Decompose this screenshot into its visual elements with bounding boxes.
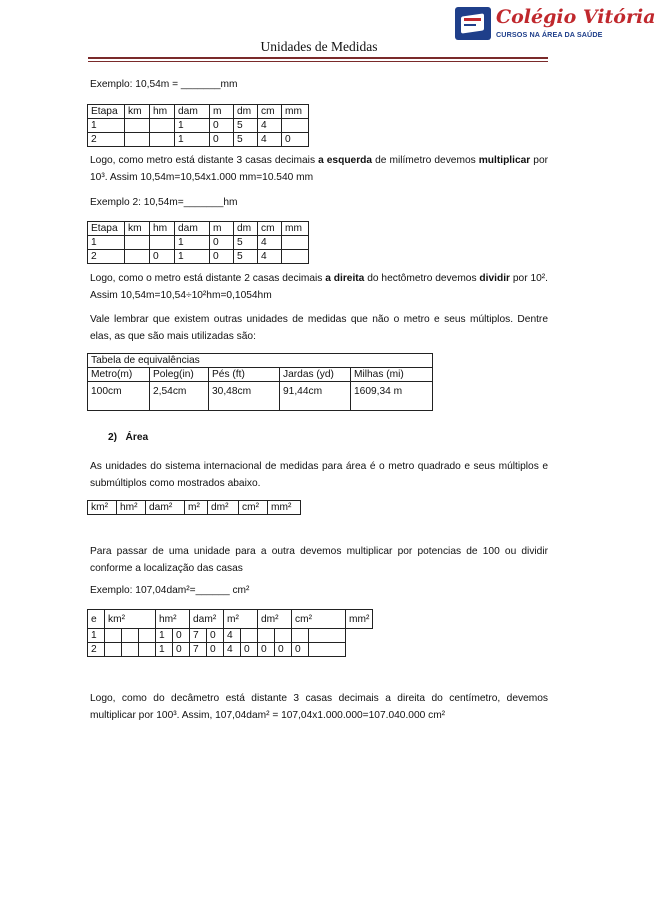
col-header: Milhas (mi) [351,368,433,382]
table-cell [105,643,122,657]
header-rule [88,57,548,59]
table-cell [282,250,309,264]
col-header: e [88,610,105,629]
table-cell: mm² [268,501,301,515]
table-cell: 0 [207,629,224,643]
table-cell: 4 [258,133,282,147]
logo-name: Colégio Vitória [496,6,656,28]
col-header: hm [150,222,175,236]
table-cell: cm² [239,501,268,515]
col-header: dam [175,222,210,236]
col-header: Etapa [88,222,125,236]
col-header: Poleg(in) [150,368,209,382]
table-cell: 1 [156,629,173,643]
table-cell: 1 [175,250,210,264]
area-intro-paragraph: As unidades do sistema internacional de medidas para área é o metro quadrado e seus múltiplos e submúltiplos como mostrados abaixo. [90,461,548,489]
table-cell: 7 [190,643,207,657]
table-row [88,133,309,147]
table-cell [292,629,309,643]
table-cell [125,133,150,147]
example2-table [87,221,309,264]
table-cell [309,629,346,643]
col-header: dam [175,105,210,119]
table-cell [309,643,346,657]
table-row [88,629,373,643]
table-cell: 4 [258,250,282,264]
area-example-prompt: Exemplo: 107,04dam²=______ cm² [90,585,250,596]
col-header: mm² [346,610,373,629]
table-cell: 0 [241,643,258,657]
table-title: Tabela de equivalências [88,354,433,368]
school-logo [455,6,656,42]
table-cell: 0 [173,629,190,643]
table-cell: 0 [210,250,234,264]
col-header: cm² [292,610,346,629]
table-cell: 100cm [88,382,150,411]
table-header-row [88,610,373,629]
area-example-table [87,609,373,657]
col-header: Pés (ft) [209,368,280,382]
example1-prompt: Exemplo: 10,54m = _______mm [90,79,238,90]
table-cell: 4 [258,236,282,250]
table-cell: 1 [175,236,210,250]
col-header: Metro(m) [88,368,150,382]
table-cell: 5 [234,236,258,250]
table-cell: 1 [156,643,173,657]
conversion-paragraph: Para passar de uma unidade para a outra devemos multiplicar por potencias de 100 ou dividir conforme a localização das casas [90,546,548,574]
table-cell: 91,44cm [280,382,351,411]
table-cell: 4 [224,629,241,643]
table-cell: 1609,34 m [351,382,433,411]
table-cell: m² [185,501,208,515]
table-cell: 1 [88,119,125,133]
table-cell: 2 [88,643,105,657]
table-cell [125,119,150,133]
table-cell: 30,48cm [209,382,280,411]
table-cell: 5 [234,250,258,264]
col-header: dm² [258,610,292,629]
table-cell [275,629,292,643]
table-cell: 4 [258,119,282,133]
col-header: km² [105,610,156,629]
equivalence-table [87,353,433,411]
table-cell [122,629,139,643]
table-header-row [88,105,309,119]
table-cell [122,643,139,657]
col-header: Etapa [88,105,125,119]
table-cell: km² [88,501,117,515]
col-header: mm [282,105,309,119]
col-header: Jardas (yd) [280,368,351,382]
col-header: hm² [156,610,190,629]
table-row [88,501,301,515]
col-header: m [210,222,234,236]
col-header: dm [234,222,258,236]
table-cell: 1 [175,133,210,147]
table-cell [105,629,122,643]
table-cell: 1 [88,629,105,643]
table-cell: 2 [88,250,125,264]
table-header-row [88,222,309,236]
table-row [88,250,309,264]
table-cell: 0 [282,133,309,147]
other-units-paragraph: Vale lembrar que existem outras unidades de medidas que não o metro e seus múltiplos. Dentre elas, as que são mais utilizadas são: [90,314,548,342]
table-row [88,119,309,133]
example1-conclusion: Logo, como metro está distante 3 casas decimais a esquerda de milímetro devemos multiplicar por 10³. Assim 10,54m=10,54x1.000 mm=10.540 mm [90,155,548,183]
table-cell [139,629,156,643]
area-conclusion-paragraph: Logo, como do decâmetro está distante 3 casas decimais a direita do centímetro, devemos multiplicar por 100³. Assim, 107,04dam² = 107,04x1.000.000=107.040.000 cm² [90,693,548,721]
table-cell: 0 [210,236,234,250]
table-cell: hm² [117,501,146,515]
table-cell [125,250,150,264]
table-cell: 0 [150,250,175,264]
col-header: cm [258,222,282,236]
col-header: cm [258,105,282,119]
col-header: m [210,105,234,119]
table-cell: 7 [190,629,207,643]
table-title-row [88,354,433,368]
example2-prompt: Exemplo 2: 10,54m=_______hm [90,197,238,208]
table-cell [139,643,156,657]
table-row [88,643,373,657]
book-emblem-icon [455,7,491,40]
table-header-row [88,368,433,382]
table-cell [150,236,175,250]
example2-conclusion: Logo, como o metro está distante 2 casas decimais a direita do hectômetro devemos dividir por 10². Assim 10,54m=10,54÷10²hm=0,1054hm [90,273,548,301]
table-cell: 5 [234,133,258,147]
table-cell [258,629,275,643]
col-header: dam² [190,610,224,629]
table-cell: dm² [208,501,239,515]
table-row [88,382,433,411]
col-header: dm [234,105,258,119]
table-cell: 0 [258,643,275,657]
header-rule-thin [88,61,548,62]
table-cell: 5 [234,119,258,133]
col-header: mm [282,222,309,236]
table-cell [282,119,309,133]
table-cell [150,133,175,147]
table-cell: 1 [88,236,125,250]
table-cell [125,236,150,250]
table-cell [150,119,175,133]
table-cell: 0 [207,643,224,657]
example1-table [87,104,309,147]
table-cell: 0 [210,133,234,147]
table-cell: 2 [88,133,125,147]
logo-subtitle: CURSOS NA ÁREA DA SAÚDE [496,30,603,39]
col-header: km [125,222,150,236]
table-row [88,236,309,250]
table-cell: 4 [224,643,241,657]
page-title: Unidades de Medidas [260,39,378,54]
section-heading-area: 2) Área [108,432,149,443]
col-header: m² [224,610,258,629]
table-cell: 2,54cm [150,382,209,411]
table-cell [241,629,258,643]
col-header: hm [150,105,175,119]
table-cell: 0 [210,119,234,133]
col-header: km [125,105,150,119]
table-cell: 0 [173,643,190,657]
table-cell: 0 [292,643,309,657]
area-units-table [87,500,301,515]
table-cell: dam² [146,501,185,515]
table-cell: 0 [275,643,292,657]
table-cell [282,236,309,250]
table-cell: 1 [175,119,210,133]
